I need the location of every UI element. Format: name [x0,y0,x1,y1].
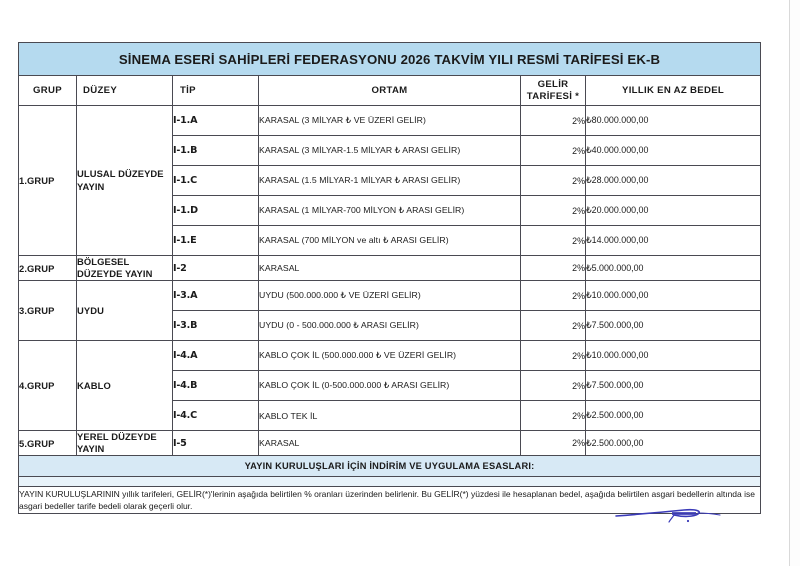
sheet-edge-margin [790,0,800,566]
cell-tip: I-2 [173,256,259,281]
column-header-gelir-line1: GELİR [537,79,569,91]
cell-tip: I-4.C [173,401,259,431]
signature-icon [612,498,732,538]
cell-duzey: KABLO [77,341,173,431]
cell-tip: I-1.E [173,226,259,256]
cell-bedel: ₺7.500.000,00 [586,311,761,341]
cell-bedel: ₺2.500.000,00 [586,401,761,431]
table-title-row [19,43,761,76]
cell-ortam: KABLO ÇOK İL (500.000.000 ₺ VE ÜZERİ GELİR) [259,341,521,371]
cell-grup: 4.GRUP [19,341,77,431]
cell-ortam: KABLO TEK İL [259,401,521,431]
cell-gelir: 2% [521,371,586,401]
table-row [19,256,761,281]
cell-ortam: UYDU (0 - 500.000.000 ₺ ARASI GELİR) [259,311,521,341]
cell-gelir: 2% [521,136,586,166]
cell-ortam: KARASAL (3 MİLYAR ₺ VE ÜZERİ GELİR) [259,106,521,136]
cell-ortam: KARASAL [259,256,521,281]
cell-duzey: ULUSAL DÜZEYDE YAYIN [77,106,173,256]
cell-ortam: KARASAL (700 MİLYON ve altı ₺ ARASI GELİR) [259,226,521,256]
cell-bedel: ₺2.500.000,00 [586,431,761,456]
cell-tip: I-1.D [173,196,259,226]
cell-bedel: ₺5.000.000,00 [586,256,761,281]
footer-note-text: YAYIN KURULUŞLARININ yıllık tarifeleri, GELİR(*)'lerinin aşağıda belirtilen % oranları üzerinden belirlenir. Bu GELİR(*) yüzdesi ile hesaplanan bedel, aşağıda belirtilen asgari bedellerin altında ise asgari bedeller tarife bedeli olarak geçerli olur. [19,487,761,514]
table-header-row [19,76,761,106]
cell-bedel: ₺14.000.000,00 [586,226,761,256]
cell-ortam: KARASAL [259,431,521,456]
cell-grup: 3.GRUP [19,281,77,341]
column-header-duzey: DÜZEY [77,76,173,106]
cell-duzey: UYDU [77,281,173,341]
table-row [19,431,761,456]
footer-blank-strip [19,477,761,487]
cell-bedel: ₺28.000.000,00 [586,166,761,196]
table-row [19,106,761,136]
cell-gelir: 2% [521,341,586,371]
cell-gelir: 2% [521,256,586,281]
tariff-document [18,42,760,514]
page-title: SİNEMA ESERİ SAHİPLERİ FEDERASYONU 2026 TAKVİM YILI RESMİ TARİFESİ EK-B [19,43,761,76]
cell-gelir: 2% [521,431,586,456]
cell-tip: I-3.A [173,281,259,311]
column-header-bedel: YILLIK EN AZ BEDEL [586,76,761,106]
footer-band-row [19,456,761,477]
cell-gelir: 2% [521,226,586,256]
cell-ortam: UYDU (500.000.000 ₺ VE ÜZERİ GELİR) [259,281,521,311]
cell-gelir: 2% [521,281,586,311]
cell-tip: I-3.B [173,311,259,341]
cell-bedel: ₺7.500.000,00 [586,371,761,401]
cell-ortam: KABLO ÇOK İL (0-500.000.000 ₺ ARASI GELİR) [259,371,521,401]
cell-gelir: 2% [521,196,586,226]
cell-tip: I-5 [173,431,259,456]
cell-ortam: KARASAL (1 MİLYAR-700 MİLYON ₺ ARASI GELİR) [259,196,521,226]
footer-blank-row [19,477,761,487]
cell-gelir: 2% [521,401,586,431]
cell-bedel: ₺40.000.000,00 [586,136,761,166]
cell-duzey: BÖLGESEL DÜZEYDE YAYIN [77,256,173,281]
table-row [19,341,761,371]
cell-bedel: ₺10.000.000,00 [586,341,761,371]
signature-mark [612,498,732,538]
cell-ortam: KARASAL (3 MİLYAR-1.5 MİLYAR ₺ ARASI GELİR) [259,136,521,166]
cell-gelir: 2% [521,166,586,196]
cell-bedel: ₺10.000.000,00 [586,281,761,311]
table-row [19,281,761,311]
column-header-grup: GRUP [19,76,77,106]
footer-band-title: YAYIN KURULUŞLARI İÇİN İNDİRİM VE UYGULAMA ESASLARI: [19,456,761,477]
cell-tip: I-1.B [173,136,259,166]
cell-bedel: ₺80.000.000,00 [586,106,761,136]
tariff-table [18,42,761,514]
cell-grup: 5.GRUP [19,431,77,456]
cell-gelir: 2% [521,106,586,136]
cell-grup: 1.GRUP [19,106,77,256]
cell-duzey: YEREL DÜZEYDE YAYIN [77,431,173,456]
cell-grup: 2.GRUP [19,256,77,281]
cell-tip: I-4.A [173,341,259,371]
column-header-gelir-line2: TARİFESİ * [526,90,580,102]
cell-gelir: 2% [521,311,586,341]
column-header-gelir-tarifesi [521,76,586,106]
cell-ortam: KARASAL (1.5 MİLYAR-1 MİLYAR ₺ ARASI GELİR) [259,166,521,196]
column-header-tip: TİP [173,76,259,106]
cell-tip: I-1.C [173,166,259,196]
cell-bedel: ₺20.000.000,00 [586,196,761,226]
cell-tip: I-4.B [173,371,259,401]
cell-tip: I-1.A [173,106,259,136]
column-header-ortam: ORTAM [259,76,521,106]
